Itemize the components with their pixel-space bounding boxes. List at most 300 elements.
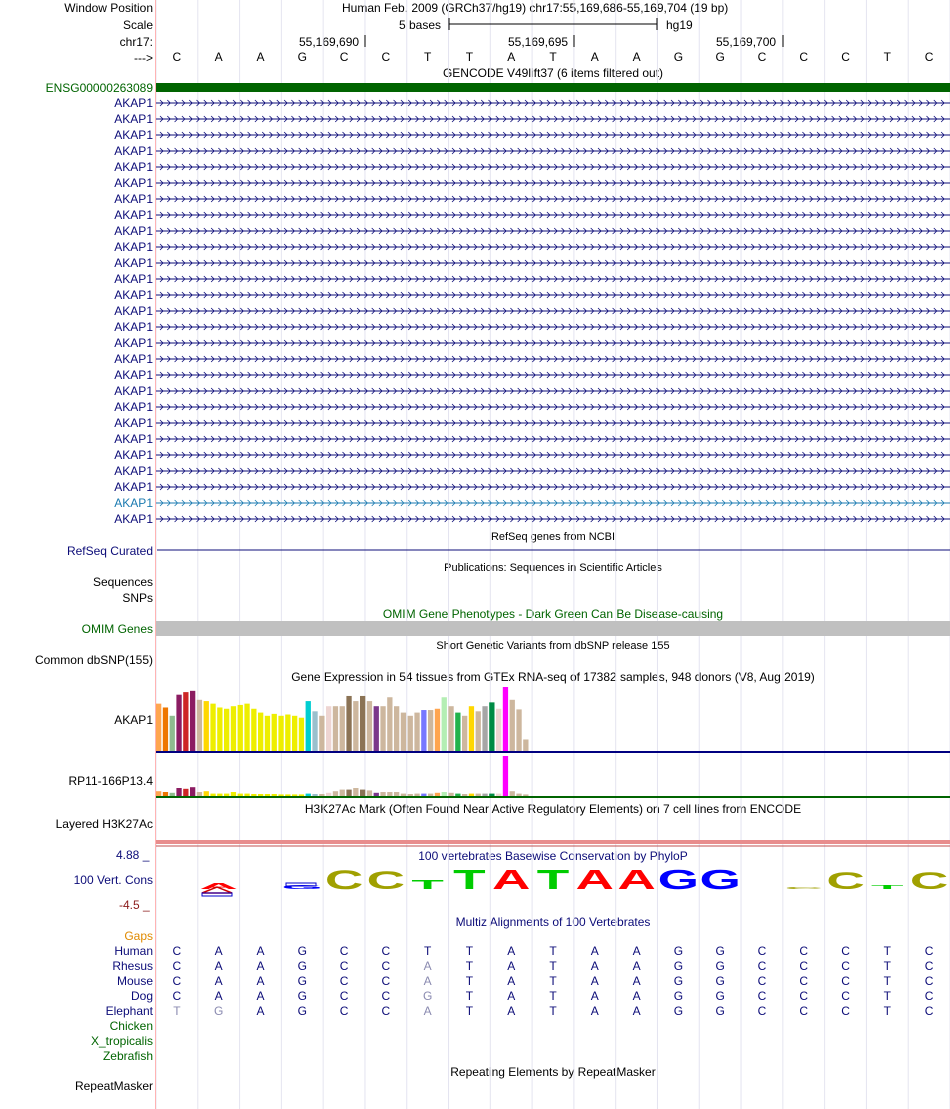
gtex-rp11-bar [394,792,399,796]
gtex-rp11-bar [217,794,222,796]
window-position-label: Window Position [64,1,153,15]
multiz-base: T [465,974,474,988]
reference-base: A [590,50,599,64]
multiz-base: C [924,959,934,973]
reference-base: T [883,50,891,64]
gtex-akap1-bar [516,709,521,751]
gtex-rp11-bar [510,791,515,796]
gtex-rp11-bar [326,793,331,796]
transcript-label[interactable]: AKAP1 [114,128,153,142]
multiz-base: C [757,974,767,988]
conservation-logo-base: C [324,864,364,895]
transcript-label[interactable]: AKAP1 [114,512,153,526]
repeatmasker-title: Repeating Elements by RepeatMasker [450,1065,656,1079]
conservation-logo-base: C [366,865,406,895]
gtex-akap1-bar [197,700,202,751]
multiz-base: G [715,959,725,973]
gtex-rp11-bar [380,792,385,796]
scale-label: Scale [122,18,153,32]
reference-base: C [799,50,809,64]
gtex-rp11-bar [231,792,236,796]
multiz-base: C [381,1004,391,1018]
transcript-label[interactable]: AKAP1 [114,368,153,382]
transcript-label[interactable]: AKAP1 [114,400,153,414]
multiz-base: G [715,989,725,1003]
scale-bases: 5 bases [399,18,442,32]
reference-base: C [924,50,934,64]
multiz-base: A [214,989,223,1003]
h3k27ac-title: H3K27Ac Mark (Often Found Near Active Regulatory Elements) on 7 cell lines from ENCODE [304,802,802,816]
gtex-rp11-bar [435,793,440,796]
gtex-rp11-bar [462,794,467,796]
h3k27ac-signal [156,840,950,844]
gtex-akap1-bar [353,701,358,751]
multiz-species-label[interactable]: Zebrafish [102,1049,153,1063]
multiz-base: A [632,944,641,958]
conservation-logo-base: G [281,884,323,891]
gtex-akap1-bar [231,706,236,751]
gtex-rp11-bar [333,791,338,796]
gtex-akap1-bar [421,710,426,751]
multiz-base: T [465,944,474,958]
transcript-label[interactable]: AKAP1 [114,448,153,462]
multiz-base: C [172,989,182,1003]
reference-base: C [381,50,391,64]
transcript-label[interactable]: AKAP1 [114,288,153,302]
gtex-rp11-bar [197,792,202,796]
gtex-rp11-bar [374,793,379,796]
gtex-rp11-bar [414,794,419,796]
gtex-rp11-bar [387,792,392,796]
multiz-base: T [549,944,557,958]
gtex-akap1-bar [414,713,419,751]
gtex-akap1-bar [190,691,195,751]
multiz-base: G [297,989,307,1003]
gtex-akap1-bar [523,739,528,751]
multiz-base: G [715,1004,725,1018]
gtex-akap1-bar [408,716,413,751]
gtex-akap1-bar [374,706,379,751]
gtex-rp11-bar [367,790,372,796]
transcript-label[interactable]: AKAP1 [114,336,153,350]
multiz-species-label[interactable]: Chicken [109,1019,153,1033]
gtex-rp11-bar [353,788,358,796]
reference-base: C [172,50,182,64]
window-position-value: Human Feb. 2009 (GRCh37/hg19) chr17:55,169,686-55,169,704 (19 bp) [342,1,729,15]
multiz-base: C [924,944,934,958]
multiz-base: T [423,944,432,958]
multiz-base: C [924,1004,934,1018]
transcript-label[interactable]: AKAP1 [114,320,153,334]
multiz-base: A [632,989,641,1003]
gtex-akap1-bar [299,718,304,751]
gtex-rp11-bar [306,794,311,796]
gtex-rp11-bar [360,790,365,796]
multiz-base: A [256,944,265,958]
gtex-rp11-bar [285,794,290,796]
gtex-rp11-bar [190,787,195,796]
transcript-label[interactable]: AKAP1 [114,208,153,222]
conservation-logo-base: A [575,864,615,896]
multiz-base: C [841,974,850,988]
multiz-base: C [799,1004,809,1018]
transcript-label[interactable]: AKAP1 [114,464,153,478]
gtex-rp11-bar [156,791,161,796]
gtex-akap1-bar [183,692,188,751]
gtex-gene1-label[interactable]: AKAP1 [114,713,153,727]
multiz-base: T [549,989,557,1003]
multiz-base: C [381,959,391,973]
multiz-base: A [507,959,516,973]
multiz-species-label[interactable]: Elephant [105,1004,153,1018]
tick-label-2: 55,169,695 [508,35,569,49]
multiz-base: T [883,1004,891,1018]
multiz-base: A [256,1004,265,1018]
multiz-base: G [297,944,307,958]
gtex-akap1-bar [306,701,311,751]
gtex-akap1-bar [489,702,494,751]
gtex-akap1-bar [333,706,338,751]
gencode-title: GENCODE V49lift37 (6 items filtered out) [442,66,664,80]
multiz-base: C [841,989,850,1003]
gtex-rp11-bar [496,794,501,796]
reference-base: G [673,50,684,64]
multiz-base: A [507,944,516,958]
multiz-base: T [549,959,557,973]
gtex-akap1-bar [285,715,290,751]
gtex-akap1-bar [210,704,215,751]
gtex-akap1-bar [163,707,168,751]
multiz-base: C [339,989,349,1003]
transcript-label[interactable]: AKAP1 [114,192,153,206]
transcript-label[interactable]: AKAP1 [114,144,153,158]
multiz-gaps-label: Gaps [124,929,153,943]
scale-assembly: hg19 [666,18,693,32]
gtex-rp11-bar [421,794,426,796]
conservation-logo-base: T [536,864,570,896]
transcript-label[interactable]: AKAP1 [114,384,153,398]
gtex-rp11-bar [469,794,474,796]
dbsnp-label[interactable]: Common dbSNP(155) [34,653,153,667]
gtex-akap1-bar [435,709,440,751]
gtex-akap1-bar [204,701,209,751]
multiz-base: C [172,959,182,973]
multiz-species-label[interactable]: Human [114,944,153,958]
transcript-label[interactable]: AKAP1 [114,416,153,430]
repeatmasker-label[interactable]: RepeatMasker [74,1079,153,1093]
gtex-rp11-bar [442,792,447,796]
publications-title: Publications: Sequences in Scientific Articles [444,562,662,574]
multiz-base: A [590,1004,599,1018]
gtex-akap1-bar [244,704,249,751]
omim-title: OMIM Gene Phenotypes - Dark Green Can Be Disease-causing [382,607,724,621]
omim-bar [156,621,950,636]
publications-sequences-label[interactable]: Sequences [92,575,153,589]
conservation-negative-mark [202,893,232,896]
multiz-base: T [465,1004,474,1018]
gtex-rp11-bar [210,794,215,796]
multiz-species-label[interactable]: X_tropicalis [90,1034,153,1048]
multiz-base: A [632,974,641,988]
multiz-base: C [924,989,934,1003]
transcript-label[interactable]: AKAP1 [114,160,153,174]
gtex-rp11-bar [455,794,460,796]
transcript-label[interactable]: AKAP1 [114,176,153,190]
gtex-akap1-bar [265,716,270,751]
multiz-base: A [590,944,599,958]
multiz-base: G [297,974,307,988]
multiz-base: G [422,989,433,1003]
gtex-rp11-bar [258,794,263,796]
chrom-label: chr17: [119,35,153,49]
gtex-rp11-bar [163,792,168,796]
multiz-base: T [465,989,474,1003]
gtex-rp11-bar [319,794,324,796]
multiz-base: C [799,989,809,1003]
gtex-rp11-bar [251,794,256,796]
multiz-base: C [172,974,182,988]
multiz-base: G [297,959,307,973]
dbsnp-title: Short Genetic Variants from dbSNP release 155 [436,640,670,652]
gtex-rp11-bar [312,794,317,796]
refseq-title: RefSeq genes from NCBI [490,531,616,543]
gtex-rp11-bar [224,794,229,796]
multiz-base: C [381,974,391,988]
conservation-logo-base: G [657,864,700,896]
gtex-akap1-bar [448,706,453,751]
multiz-base: C [757,989,767,1003]
transcript-label[interactable]: AKAP1 [114,480,153,494]
multiz-base: A [423,974,432,988]
multiz-base: A [256,974,265,988]
gtex-rp11-bar [299,794,304,796]
gtex-akap1-bar [482,706,487,751]
gtex-rp11-bar [204,791,209,796]
gtex-rp11-bar [292,794,297,796]
multiz-base: A [423,1004,432,1018]
gtex-rp11-bar [408,794,413,796]
gtex-rp11-bar [183,789,188,796]
gtex-akap1-bar [428,710,433,751]
gtex-akap1-bar [469,706,474,751]
gtex-akap1-bar [360,696,365,751]
reference-base: C [757,50,767,64]
multiz-base: C [339,959,349,973]
multiz-base: G [673,1004,684,1018]
conservation-logo-base: C [784,886,823,890]
transcript-label[interactable]: AKAP1 [114,272,153,286]
conservation-title: 100 vertebrates Basewise Conservation by PhyloP [418,849,688,863]
multiz-base: C [381,989,391,1003]
gtex-rp11-bar [523,794,528,796]
multiz-base: T [465,959,474,973]
gtex-rp11-bar [272,794,277,796]
conservation-logo-base: T [411,877,444,892]
gtex-akap1-bar [326,706,331,751]
multiz-base: A [507,989,516,1003]
multiz-base: A [590,974,599,988]
gtex-akap1-bar [292,716,297,751]
transcript-label[interactable]: AKAP1 [114,304,153,318]
multiz-base: G [673,944,684,958]
refseq-label[interactable]: RefSeq Curated [66,544,153,558]
transcript-label[interactable]: AKAP1 [114,96,153,110]
gtex-akap1-bar [176,695,181,751]
gtex-rp11-bar [516,794,521,796]
gtex-akap1-bar [346,696,351,751]
reference-base: G [297,50,307,64]
multiz-base: A [214,959,223,973]
multiz-base: T [883,989,891,1003]
multiz-base: T [883,944,891,958]
gtex-rp11-bar [340,790,345,796]
gtex-akap1-bar [462,716,467,751]
multiz-base: A [256,959,265,973]
gtex-akap1-bar [387,697,392,751]
multiz-base: A [632,1004,641,1018]
tick-label-1: 55,169,690 [299,35,360,49]
multiz-base: T [549,1004,557,1018]
transcript-label[interactable]: AKAP1 [114,256,153,270]
reference-base: A [256,50,265,64]
multiz-base: C [339,944,349,958]
multiz-base: A [590,959,599,973]
multiz-base: C [339,1004,349,1018]
conservation-logo-base: A [617,864,656,896]
transcript-label[interactable]: AKAP1 [114,224,153,238]
gtex-akap1-bar [394,706,399,751]
multiz-base: C [799,959,809,973]
multiz-species-label[interactable]: Rhesus [112,959,153,973]
multiz-base: C [924,974,934,988]
multiz-species-label[interactable]: Mouse [116,974,153,988]
gtex-akap1-bar [340,706,345,751]
gtex-rp11-bar [489,794,494,796]
reference-base: G [715,50,725,64]
gtex-rp11-bar [278,794,283,796]
reference-base: T [465,50,474,64]
conservation-logo-base: T [871,884,904,891]
multiz-base: A [507,974,516,988]
reference-base: T [423,50,432,64]
gtex-akap1-bar [238,705,243,751]
gtex-akap1-bar [503,687,508,751]
gtex-akap1-bar [312,711,317,751]
gtex-rp11-bar [170,793,175,796]
gtex-rp11-bar [482,794,487,796]
gtex-rp11-bar [401,794,406,796]
publications-snps-label[interactable]: SNPs [122,591,153,605]
multiz-base: A [423,959,432,973]
gtex-akap1-bar [258,713,263,751]
gtex-akap1-bar [401,713,406,751]
conservation-logo-base: A [491,864,531,896]
multiz-base: C [799,944,809,958]
conservation-logo-base: T [453,864,486,896]
gtex-rp11-bar [448,793,453,796]
gtex-gene2-label[interactable]: RP11-166P13.4 [68,774,153,788]
multiz-base: A [507,1004,516,1018]
multiz-base: C [172,944,182,958]
reference-base: T [549,50,557,64]
reference-base: C [841,50,850,64]
transcript-label[interactable]: AKAP1 [114,240,153,254]
conservation-logo-base: A [199,881,238,891]
multiz-base: G [673,974,684,988]
gtex-akap1-bar [224,709,229,751]
conservation-label[interactable]: 100 Vert. Cons [73,873,153,887]
gtex-rp11-bar [503,756,508,796]
gtex-rp11-bar [428,794,433,796]
transcript-label[interactable]: AKAP1 [114,112,153,126]
multiz-base: G [297,1004,307,1018]
reference-base: A [632,50,641,64]
multiz-base: C [841,1004,850,1018]
gtex-rp11-bar [476,794,481,796]
gtex-akap1-bar [380,706,385,751]
multiz-base: G [715,944,725,958]
multiz-base: C [841,944,850,958]
multiz-base: C [381,944,391,958]
tick-label-3: 55,169,700 [716,35,777,49]
multiz-base: C [339,974,349,988]
gtex-akap1-bar [476,711,481,751]
gtex-rp11-bar [265,794,270,796]
h3k27ac-label[interactable]: Layered H3K27Ac [55,817,153,831]
multiz-base: A [214,974,223,988]
reference-base: A [214,50,223,64]
gtex-akap1-bar [442,697,447,751]
multiz-base: C [757,944,767,958]
gtex-akap1-bar [251,709,256,751]
gtex-akap1-bar [278,716,283,751]
gtex-akap1-bar [156,704,161,751]
conservation-logo-base: G [699,864,741,896]
multiz-base: C [799,974,809,988]
multiz-base: T [173,1004,181,1018]
gtex-title: Gene Expression in 54 tissues from GTEx RNA-seq of 17382 samples, 948 donors (V8, Aug 2019) [291,670,815,684]
gtex-akap1-bar [272,714,277,751]
conservation-logo-base: C [909,867,949,895]
multiz-base: T [549,974,557,988]
multiz-base: G [715,974,725,988]
multiz-base: G [673,959,684,973]
transcript-label[interactable]: AKAP1 [114,496,153,510]
conservation-logo-base: C [826,867,865,895]
multiz-species-label[interactable]: Dog [130,989,153,1003]
gtex-akap1-bar [170,716,175,751]
multiz-base: A [256,989,265,1003]
multiz-base: G [673,989,684,1003]
gtex-akap1-bar [455,713,460,751]
omim-label[interactable]: OMIM Genes [81,622,153,636]
conservation-max: 4.88 _ [116,848,150,862]
transcript-label[interactable]: AKAP1 [114,352,153,366]
gencode-top-gene[interactable]: ENSG00000263089 [45,81,153,95]
gtex-akap1-bar [367,701,372,751]
multiz-base: T [883,974,891,988]
multiz-base: A [632,959,641,973]
transcript-label[interactable]: AKAP1 [114,432,153,446]
gtex-akap1-bar [319,716,324,751]
multiz-base: A [590,989,599,1003]
multiz-base: C [841,959,850,973]
reference-base: C [339,50,349,64]
gtex-akap1-bar [496,709,501,751]
multiz-base: T [883,959,891,973]
multiz-title: Multiz Alignments of 100 Vertebrates [455,915,651,929]
conservation-min: -4.5 _ [119,898,150,912]
